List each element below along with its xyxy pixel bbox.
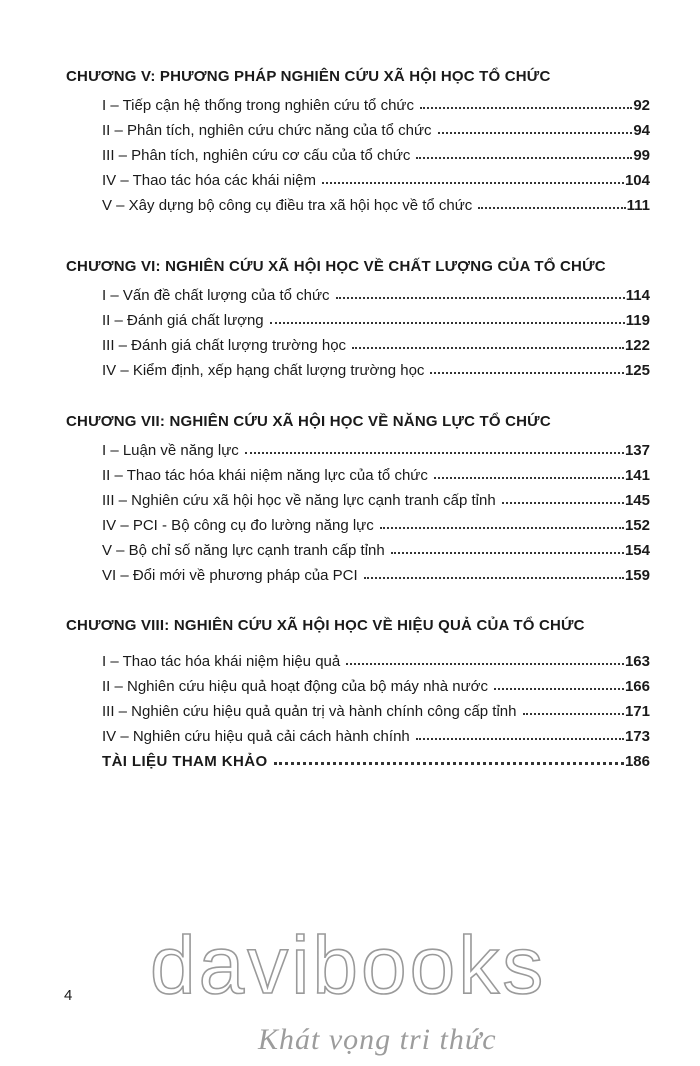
toc-entry[interactable] xyxy=(102,723,650,745)
toc-entry-page: 173 xyxy=(624,728,650,745)
toc-entry-label: IV – Thao tác hóa các khái niệm xyxy=(102,172,317,189)
toc-entry[interactable] xyxy=(102,332,650,354)
leader-dots xyxy=(523,713,624,715)
toc-entry[interactable] xyxy=(102,282,650,304)
toc-entry-page: 152 xyxy=(624,517,650,534)
toc-entry[interactable] xyxy=(102,512,650,534)
toc-entry[interactable] xyxy=(102,167,650,189)
references-page: 186 xyxy=(624,753,650,770)
toc-entry[interactable] xyxy=(102,142,650,164)
leader-dots xyxy=(478,207,625,209)
chapter-6-title: CHƯƠNG VI: NGHIÊN CỨU XÃ HỘI HỌC VỀ CHẤT LƯỢNG CỦA TỔ CHỨC xyxy=(66,258,606,275)
toc-entry-references[interactable] xyxy=(102,748,650,770)
leader-dots xyxy=(245,452,624,454)
leader-dots xyxy=(416,738,624,740)
toc-entry-label: V – Bộ chỉ số năng lực cạnh tranh cấp tỉnh xyxy=(102,542,385,559)
leader-dots xyxy=(502,502,624,504)
leader-dots xyxy=(364,577,624,579)
toc-entry[interactable] xyxy=(102,192,650,214)
leader-dots xyxy=(274,762,624,765)
leader-dots xyxy=(322,182,624,184)
toc-entry[interactable] xyxy=(102,562,650,584)
toc-entry-page: 145 xyxy=(624,492,650,509)
toc-entry[interactable] xyxy=(102,437,650,459)
toc-entry-label: III – Đánh giá chất lượng trường học xyxy=(102,337,347,354)
toc-entry[interactable] xyxy=(102,462,650,484)
toc-entry-page: 154 xyxy=(624,542,650,559)
toc-entry-page: 92 xyxy=(633,97,650,114)
references-label: TÀI LIỆU THAM KHẢO xyxy=(102,753,268,770)
toc-entry[interactable] xyxy=(102,487,650,509)
toc-entry[interactable] xyxy=(102,307,650,329)
toc-entry[interactable] xyxy=(102,537,650,559)
watermark-logo: davibooks xyxy=(150,920,547,1011)
toc-entry-label: III – Nghiên cứu hiệu quả quản trị và hành chính công cấp tỉnh xyxy=(102,703,517,720)
leader-dots xyxy=(416,157,632,159)
leader-dots xyxy=(352,347,624,349)
leader-dots xyxy=(346,663,624,665)
toc-entry-label: III – Nghiên cứu xã hội học về năng lực cạnh tranh cấp tỉnh xyxy=(102,492,496,509)
toc-entry-page: 171 xyxy=(624,703,650,720)
toc-entry-label: IV – PCI - Bộ công cụ đo lường năng lực xyxy=(102,517,374,534)
leader-dots xyxy=(380,527,624,529)
leader-dots xyxy=(336,297,625,299)
toc-entry[interactable] xyxy=(102,673,650,695)
leader-dots xyxy=(420,107,632,109)
leader-dots xyxy=(438,132,633,134)
toc-entry-page: 125 xyxy=(624,362,650,379)
leader-dots xyxy=(430,372,624,374)
toc-entry-page: 159 xyxy=(624,567,650,584)
toc-entry[interactable] xyxy=(102,117,650,139)
chapter-5-title: CHƯƠNG V: PHƯƠNG PHÁP NGHIÊN CỨU XÃ HỘI HỌC TỔ CHỨC xyxy=(66,68,551,85)
toc-entry-page: 119 xyxy=(625,312,650,329)
toc-entry-label: III – Phân tích, nghiên cứu cơ cấu của tổ chức xyxy=(102,147,411,164)
toc-entry[interactable] xyxy=(102,357,650,379)
chapter-7-title: CHƯƠNG VII: NGHIÊN CỨU XÃ HỘI HỌC VỀ NĂNG LỰC TỔ CHỨC xyxy=(66,413,551,430)
toc-entry-label: I – Luận về năng lực xyxy=(102,442,239,459)
toc-entry[interactable] xyxy=(102,698,650,720)
toc-entry-label: I – Thao tác hóa khái niệm hiệu quả xyxy=(102,653,341,670)
toc-entry-page: 141 xyxy=(624,467,650,484)
toc-entry-label: IV – Nghiên cứu hiệu quả cải cách hành chính xyxy=(102,728,410,745)
toc-entry-page: 114 xyxy=(625,287,650,304)
toc-entry-label: V – Xây dựng bộ công cụ điều tra xã hội học về tổ chức xyxy=(102,197,473,214)
toc-entry-label: II – Phân tích, nghiên cứu chức năng của tổ chức xyxy=(102,122,432,139)
watermark-tagline: Khát vọng tri thức xyxy=(258,1023,497,1056)
toc-entry-page: 111 xyxy=(626,197,650,214)
chapter-8-title: CHƯƠNG VIII: NGHIÊN CỨU XÃ HỘI HỌC VỀ HIỆU QUẢ CỦA TỔ CHỨC xyxy=(66,617,585,634)
leader-dots xyxy=(270,322,625,324)
toc-entry[interactable] xyxy=(102,92,650,114)
toc-entry-page: 104 xyxy=(624,172,650,189)
leader-dots xyxy=(434,477,624,479)
leader-dots xyxy=(494,688,624,690)
toc-entry-label: II – Thao tác hóa khái niệm năng lực của tổ chức xyxy=(102,467,428,484)
toc-entry-page: 166 xyxy=(624,678,650,695)
toc-entry-label: IV – Kiểm định, xếp hạng chất lượng trường học xyxy=(102,362,425,379)
leader-dots xyxy=(391,552,624,554)
toc-entry-page: 137 xyxy=(624,442,650,459)
toc-entry-label: I – Vấn đề chất lượng của tổ chức xyxy=(102,287,330,304)
toc-entry-page: 163 xyxy=(624,653,650,670)
page-number: 4 xyxy=(64,987,73,1004)
toc-entry-label: I – Tiếp cận hệ thống trong nghiên cứu tổ chức xyxy=(102,97,414,114)
toc-entry-label: II – Nghiên cứu hiệu quả hoạt động của bộ máy nhà nước xyxy=(102,678,489,695)
toc-entry-page: 94 xyxy=(633,122,650,139)
toc-entry-label: VI – Đổi mới về phương pháp của PCI xyxy=(102,567,358,584)
toc-entry[interactable] xyxy=(102,648,650,670)
toc-entry-page: 99 xyxy=(633,147,650,164)
toc-entry-label: II – Đánh giá chất lượng xyxy=(102,312,264,329)
toc-entry-page: 122 xyxy=(624,337,650,354)
